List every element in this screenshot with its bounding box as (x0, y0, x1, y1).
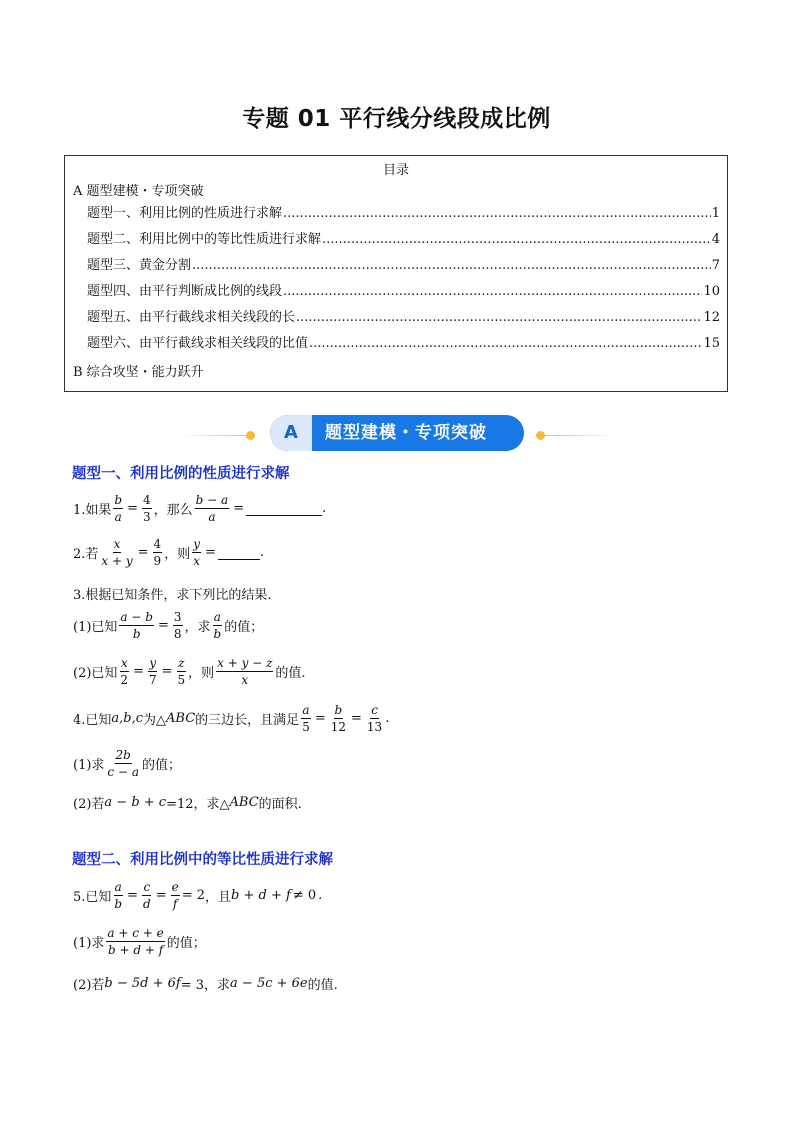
toc-item[interactable]: 题型二、利用比例中的等比性质进行求解 ..... 4 (87, 228, 720, 247)
toc-item[interactable]: 题型六、由平行截线求相关线段的比值 ..... 15 (87, 332, 720, 351)
banner-text: 题型建模・专项突破 (325, 423, 487, 443)
section-banner (170, 414, 620, 454)
banner-line-right (540, 435, 615, 436)
banner-dot-left (246, 431, 255, 440)
type2-heading: 题型二、利用比例中的等比性质进行求解 (72, 852, 333, 868)
question-4: 4.已知 a,b,c 为△ ABC 的三边长，且满足 $\frac{a}{5}$ = $\frac{b}{12}$ = $\frac{c}{13}$ . (73, 703, 390, 734)
question-3: 3.根据已知条件，求下列比的结果. (73, 588, 272, 603)
banner-badge: A (270, 415, 312, 451)
question-5-1: (1)求 $\frac{a + c + e}{b + d + f}$ 的值； (73, 926, 206, 957)
answer-blank[interactable] (246, 501, 322, 516)
question-1: 1.如果 $\frac{b}{a}$ = $\frac{4}{3}$ ，那么 $\frac{b - a}{a}$ = . (73, 493, 327, 524)
question-3-1: (1)已知 $\frac{a - b}{b}$ = $\frac{3}{8}$ ，求 $\frac{a}{b}$ 的值； (73, 610, 264, 641)
toc-item[interactable]: 题型五、由平行截线求相关线段的长 ..... 12 (87, 306, 720, 325)
toc-section-a[interactable]: A 题型建模・专项突破 (73, 184, 204, 199)
table-of-contents (64, 155, 728, 392)
answer-blank[interactable] (218, 545, 260, 560)
page-title: 专题 01 平行线分线段成比例 (242, 106, 551, 132)
toc-item[interactable]: 题型三、黄金分割 ..... 7 (87, 254, 720, 273)
banner-pill (270, 415, 524, 451)
type1-heading: 题型一、利用比例的性质进行求解 (72, 466, 290, 482)
question-3-2: (2)已知 $\frac{x}{2}$ = $\frac{y}{7}$ = $\frac{z}{5}$ ，则 $\frac{x + y - z}{x}$ 的值. (73, 656, 306, 687)
question-4-2: (2)若 a − b + c =12，求△ ABC 的面积. (73, 795, 302, 812)
toc-item[interactable]: 题型一、利用比例的性质进行求解 ..... 1 (87, 202, 720, 221)
question-4-1: (1)求 $\frac{2b}{c - a}$ 的值； (73, 748, 181, 779)
toc-heading: 目录 (382, 163, 409, 178)
banner-line-left (180, 435, 255, 436)
question-5: 5.已知 $\frac{a}{b}$ = $\frac{c}{d}$ = $\frac{e}{f}$ = 2 ，且 b + d + f ≠ 0 . (73, 880, 323, 911)
toc-section-b[interactable]: B 综合攻坚・能力跃升 (73, 365, 204, 380)
question-5-2: (2)若 b − 5d + 6f = 3，求 a − 5c + 6e 的值. (73, 976, 338, 993)
question-2: 2.若 $\frac{x}{x + y}$ = $\frac{4}{9}$ ，则 $\frac{y}{x}$ = . (73, 537, 265, 568)
toc-item[interactable]: 题型四、由平行判断成比例的线段 ..... 10 (87, 280, 720, 299)
fraction: $\frac{b}{a}$ (114, 493, 123, 524)
